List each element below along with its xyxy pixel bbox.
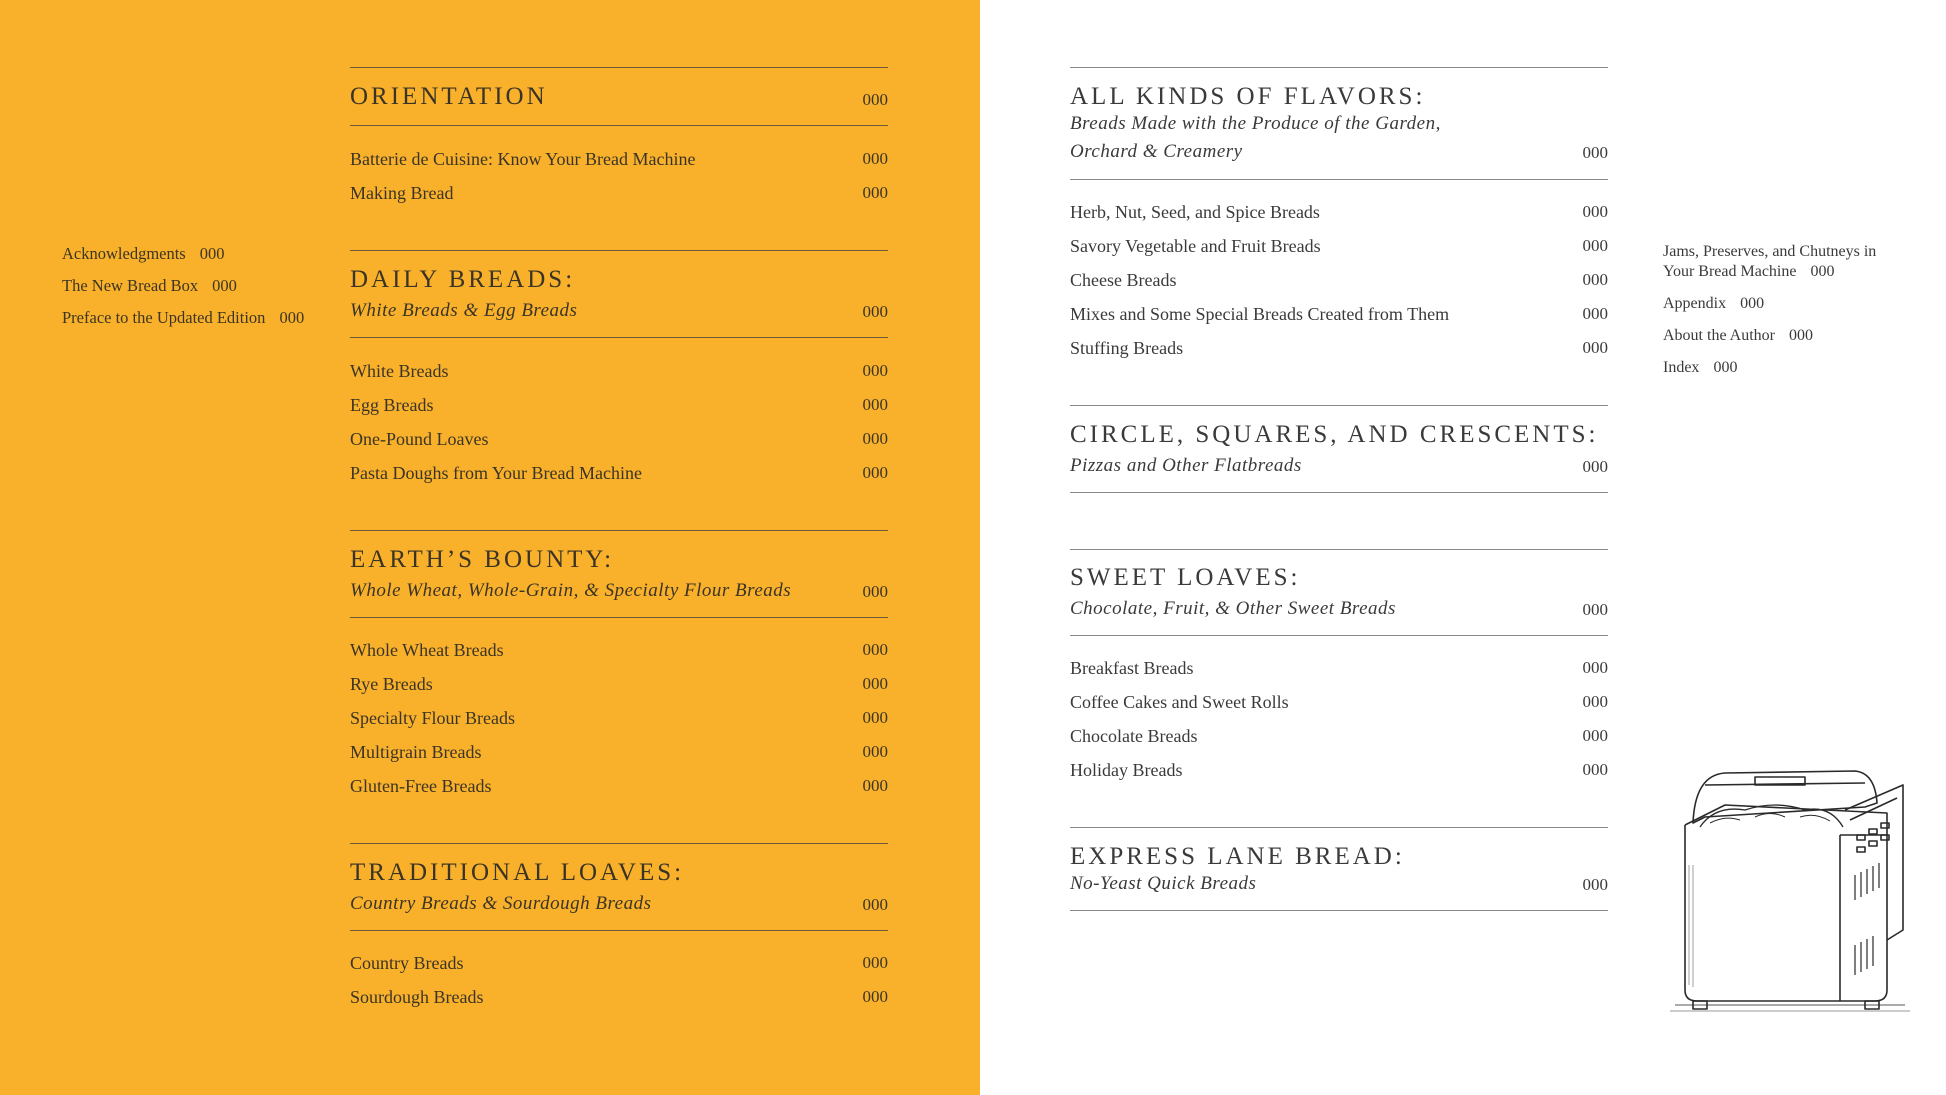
section-title-orientation[interactable]: ORIENTATION	[350, 83, 548, 110]
section-rule	[350, 530, 888, 531]
section-page-number: 000	[1582, 875, 1608, 894]
section-title-traditional-loaves[interactable]: TRADITIONAL LOAVES:	[350, 859, 685, 886]
front-matter-list	[62, 238, 304, 334]
section-title-express-lane-bread[interactable]: EXPRESS LANE BREAD:	[1070, 843, 1405, 870]
back-matter-item[interactable]: About the Author 000	[1663, 327, 1813, 344]
section-subtitle: No-Yeast Quick Breads	[1070, 873, 1257, 894]
front-matter-item[interactable]: The New Bread Box 000	[62, 276, 237, 295]
section-page-number: 000	[862, 895, 888, 914]
section-rule	[1070, 405, 1608, 406]
section-rule	[1070, 67, 1608, 68]
right-page: ALL KINDS OF FLAVORS: Breads Made with the Produce of the Garden, Orchard & Creamery 000 Herb, Nut, Seed, and Spice Breads 000 Savory Vegetable and Fruit Breads 000 Cheese Breads 000 Mixes and Some Special Breads Created from Them 000 Stuffing Breads 000 CIRCLE, SQUARES, AND CRESCENTS: Pizzas and Other Flatbreads 000 SWEET LOAVES: Chocolate, Fruit, & Other Sweet Breads 000 Breakfast Breads 000 Coffee Cakes and Sweet Rolls 000 Chocolate Breads 000 Holiday Breads 000 EXPRESS LANE BREAD: No-Yeast Quick Breads 000	[980, 0, 1946, 1095]
section-subtitle-line-2: Orchard & Creamery	[1070, 141, 1243, 162]
back-matter-item[interactable]: Index 000	[1663, 359, 1738, 376]
section-title-circle-squares-crescents[interactable]: CIRCLE, SQUARES, AND CRESCENTS:	[1070, 421, 1599, 448]
section-rule	[1070, 910, 1608, 911]
front-matter-item[interactable]: Preface to the Updated Edition 000	[62, 308, 305, 327]
left-page: Acknowledgments 000 The New Bread Box 000 Preface to the Updated Edition 000 ORIENTATION 000 Batterie de Cuisine: Know Your Bread Machine 000 Making Bread 000 DAILY BREADS: White Breads & Egg Breads 000 White Breads 000 Egg Breads 000 One-Pound Loaves 000 Pasta Doughs from Your Bread Machine 000 EARTH’S BOUNTY: Whole Wheat, Whole-Grain, & Specialty Flour Breads 000 Whole Wheat Breads 000 Rye Breads 000 Specialty Flour Breads 000 Multigrain Breads 000 Gluten-Free Breads 000 TRADITIONAL LOAVES: Country Breads & Sourdough Breads 000 Country Breads 000 Sourdough Breads 000	[0, 0, 980, 1095]
section-page-number: 000	[862, 302, 888, 321]
section-page-number: 000	[862, 582, 888, 601]
section-rule	[350, 125, 888, 126]
section-rule	[350, 843, 888, 844]
section-rule	[350, 930, 888, 931]
bread-machine-illustration	[1665, 765, 1915, 1030]
section-subtitle: Whole Wheat, Whole-Grain, & Specialty Flour Breads	[350, 580, 792, 601]
back-matter-item[interactable]: Jams, Preserves, and Chutneys in Your Bread Machine 000	[1663, 243, 1877, 280]
section-page-number: 000	[1582, 143, 1608, 162]
section-subtitle: Pizzas and Other Flatbreads	[1070, 455, 1302, 476]
section-rule	[350, 337, 888, 338]
back-matter-item[interactable]: Appendix 000	[1663, 295, 1765, 312]
front-matter-item[interactable]: Acknowledgments 000	[62, 244, 225, 263]
section-rule	[1070, 549, 1608, 550]
section-page-number: 000	[862, 90, 888, 109]
section-page-number: 000	[1582, 457, 1608, 476]
section-title-all-kinds-of-flavors[interactable]: ALL KINDS OF FLAVORS:	[1070, 83, 1426, 110]
section-rule	[350, 250, 888, 251]
section-rule	[1070, 827, 1608, 828]
section-title-sweet-loaves[interactable]: SWEET LOAVES:	[1070, 564, 1301, 591]
section-title-daily-breads[interactable]: DAILY BREADS:	[350, 266, 576, 293]
section-subtitle: Chocolate, Fruit, & Other Sweet Breads	[1070, 598, 1396, 619]
section-rule	[1070, 179, 1608, 180]
section-subtitle: White Breads & Egg Breads	[350, 300, 578, 321]
section-rule	[350, 67, 888, 68]
section-rule	[1070, 492, 1608, 493]
section-subtitle: Breads Made with the Produce of the Garden,	[1070, 113, 1441, 134]
section-subtitle: Country Breads & Sourdough Breads	[350, 893, 652, 914]
section-rule	[350, 617, 888, 618]
section-rule	[1070, 635, 1608, 636]
back-matter-list	[1663, 242, 1903, 390]
section-title-earths-bounty[interactable]: EARTH’S BOUNTY:	[350, 546, 615, 573]
section-page-number: 000	[1582, 600, 1608, 619]
